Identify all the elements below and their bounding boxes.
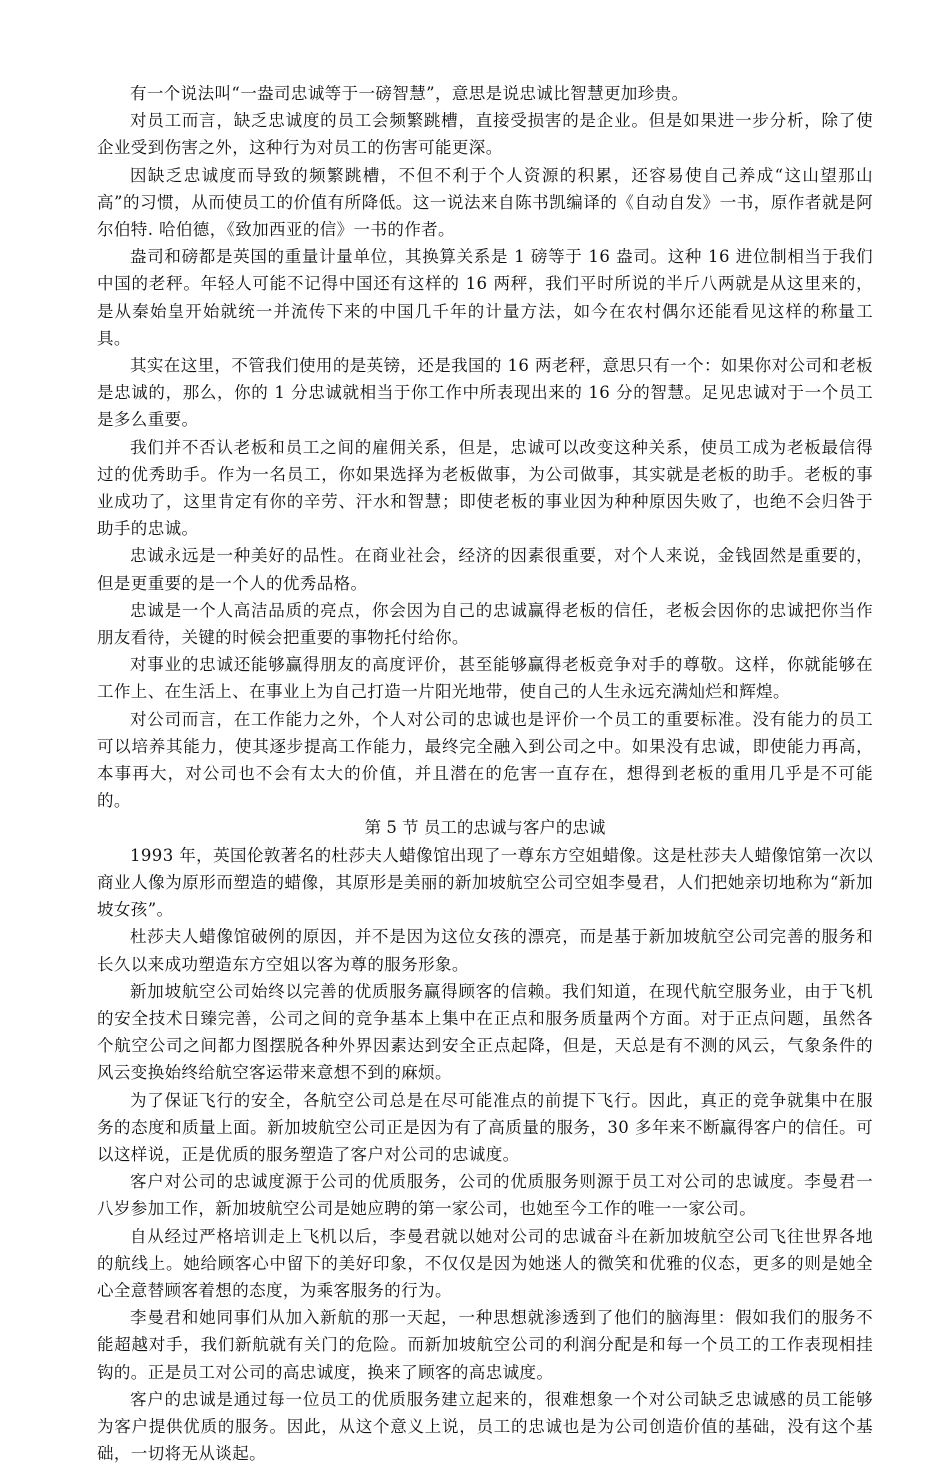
paragraph: 客户对公司的忠诚度源于公司的优质服务，公司的优质服务则源于员工对公司的忠诚度。李曼君一八岁参加工作，新加坡航空公司是她应聘的第一家公司，也她至今工作的唯一一家公司。 [97, 1172, 873, 1219]
paragraph: 杜莎夫人蜡像馆破例的原因，并不是因为这位女孩的漂亮，而是基于新加坡航空公司完善的服务和长久以来成功塑造东方空姐以客为尊的服务形象。 [97, 927, 873, 974]
paragraph: 客户的忠诚是通过每一位员工的优质服务建立起来的，很难想象一个对公司缺乏忠诚感的员工能够为客户提供优质的服务。因此，从这个意义上说，员工的忠诚也是为公司创造价值的基础，没有这个基础，一切将无从谈起。 [97, 1389, 873, 1464]
paragraph: 我们并不否认老板和员工之间的雇佣关系，但是，忠诚可以改变这种关系，使员工成为老板最信得过的优秀助手。作为一名员工，你如果选择为老板做事，为公司做事，其实就是老板的助手。老板的事业成功了，这里肯定有你的辛劳、汗水和智慧；即使老板的事业因为种种原因失败了，也绝不会归咎于助手的忠诚。 [97, 437, 873, 539]
paragraph: 为了保证飞行的安全，各航空公司总是在尽可能准点的前提下飞行。因此，真正的竞争就集中在服务的态度和质量上面。新加坡航空公司正是因为有了高质量的服务，30 多年来不断赢得客户的信任。可以这样说，正是优质的服务塑造了客户对公司的忠诚度。 [97, 1090, 873, 1164]
paragraph: 有一个说法叫“一盎司忠诚等于一磅智慧”，意思是说忠诚比智慧更加珍贵。 [130, 84, 689, 103]
paragraph: 盎司和磅都是英国的重量计量单位，其换算关系是 1 磅等于 16 盎司。这种 16 进位制相当于我们中国的老秤。年轻人可能不记得中国还有这样的 16 两秤，我们平时所说的半斤八两就是从这里来的，是从秦始皇开始就统一并流传下来的中国几千年的计量方法，如今在农村偶尔还能看见这样的称量工具。 [97, 247, 873, 348]
paragraph: 对事业的忠诚还能够赢得朋友的高度评价，甚至能够赢得老板竞争对手的尊敬。这样，你就能够在工作上、在生活上、在事业上为自己打造一片阳光地带，使自己的人生永远充满灿烂和辉煌。 [97, 655, 873, 702]
paragraph: 对员工而言，缺乏忠诚度的员工会频繁跳槽，直接受损害的是企业。但是如果进一步分析，除了使企业受到伤害之外，这种行为对员工的伤害可能更深。 [97, 111, 873, 158]
paragraph: 自从经过严格培训走上飞机以后，李曼君就以她对公司的忠诚奋斗在新加坡航空公司飞往世界各地的航线上。她给顾客心中留下的美好印象，不仅仅是因为她迷人的微笑和优雅的仪态，更多的则是她全心全意替顾客着想的态度，为乘客服务的行为。 [97, 1226, 873, 1300]
paragraph: 新加坡航空公司始终以完善的优质服务赢得顾客的信赖。我们知道，在现代航空服务业，由于飞机的安全技术日臻完善，公司之间的竞争基本上集中在正点和服务质量两个方面。对于正点问题，虽然各个航空公司之间都力图摆脱各种外界因素达到安全正点起降，但是，天总是有不测的风云，气象条件的风云变换始终给航空客运带来意想不到的麻烦。 [97, 981, 873, 1083]
paragraph: 对公司而言，在工作能力之外，个人对公司的忠诚也是评价一个员工的重要标准。没有能力的员工可以培养其能力，使其逐步提高工作能力，最终完全融入到公司之中。如果没有忠诚，即使能力再高，本事再大，对公司也不会有太大的价值，并且潜在的危害一直存在，想得到老板的重用几乎是不可能的。 [97, 709, 873, 811]
paragraph: 其实在这里，不管我们使用的是英镑，还是我国的 16 两老秤，意思只有一个：如果你对公司和老板是忠诚的，那么，你的 1 分忠诚就相当于你工作中所表现出来的 16 分的智慧。足见忠诚对于一个员工是多么重要。 [97, 356, 873, 430]
paragraph: 忠诚是一个人高洁品质的亮点，你会因为自己的忠诚赢得老板的信任，老板会因你的忠诚把你当作朋友看待，关键的时候会把重要的事物托付给你。 [97, 600, 873, 648]
paragraph: 1993 年，英国伦敦著名的杜莎夫人蜡像馆出现了一尊东方空姐蜡像。这是杜莎夫人蜡像馆第一次以商业人像为原形而塑造的蜡像，其原形是美丽的新加坡航空公司空姐李曼君，人们把她亲切地称为“新加坡女孩”。 [97, 845, 873, 920]
paragraph: 忠诚永远是一种美好的品性。在商业社会，经济的因素很重要，对个人来说，金钱固然是重要的，但是更重要的是一个人的优秀品格。 [97, 546, 873, 593]
section-title: 第 5 节 员工的忠诚与客户的忠诚 [364, 818, 606, 838]
document-page [97, 80, 873, 1467]
paragraph: 因缺乏忠诚度而导致的频繁跳槽，不但不利于个人资源的积累，还容易使自己养成“这山望那山高”的习惯，从而使员工的价值有所降低。这一说法来自陈书凯编译的《自动自发》一书，原作者就是阿尔伯特. 哈伯德，《致加西亚的信》一书的作者。 [97, 165, 873, 240]
paragraph: 李曼君和她同事们从加入新航的那一天起，一种思想就渗透到了他们的脑海里：假如我们的服务不能超越对手，我们新航就有关门的危险。而新加坡航空公司的利润分配是和每一个员工的工作表现相挂钩的。正是员工对公司的高忠诚度，换来了顾客的高忠诚度。 [97, 1308, 873, 1382]
